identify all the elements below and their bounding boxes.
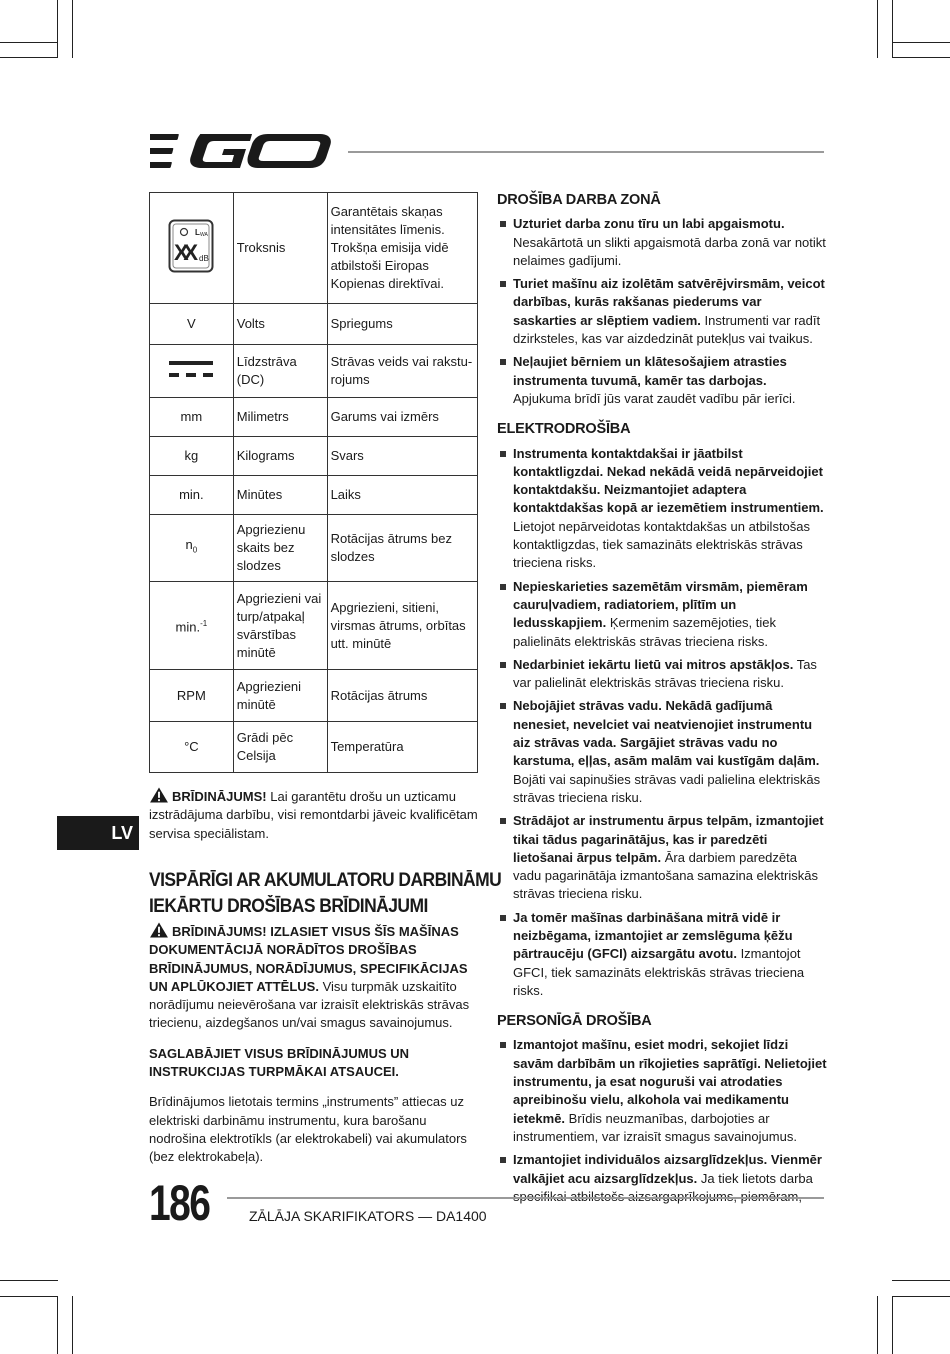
item-text: Bojāti vai sapinušies strāvas vadi palielina elektriskās strāvas trieciena risku. bbox=[513, 771, 821, 805]
crop-mark bbox=[57, 0, 58, 58]
item-text: Lietojot nepārveidotas kontaktdakšas un atbilstošas kontaktligzdas, tiek samazināts elektriskās strāvas trieciena risks. bbox=[513, 518, 811, 571]
item-text: Apjukuma brīdī jūs varat zaudēt vadību pār ierīci. bbox=[513, 390, 796, 406]
list-item bbox=[497, 353, 827, 408]
item-bold: Izmantojot mašīnu, esiet modri, sekojiet līdzi savām darbībām un rīkojieties saprātīgi. Nelietojiet instrumentu, ja esat noguruši vai atrodaties apreibinošu vielu, alkohola vai medikamentu ietekmē. bbox=[513, 1037, 827, 1126]
symbol-table bbox=[149, 192, 478, 773]
dc-symbol-cell bbox=[150, 345, 234, 398]
general-safety-section bbox=[149, 868, 502, 1167]
item-bold: Ja tomēr mašīnas darbināšana mitrā vidē ir neizbēgama, izmantojiet ar zemslēguma ķēžu pārtraucēju (GFCI) aizsargātu avotu. bbox=[513, 909, 793, 962]
list-item bbox=[497, 578, 827, 651]
no-load-speed-symbol: $n_0$ bbox=[150, 515, 234, 582]
item-bold: Turiet mašīnu aiz izolētām satvērējvirsmām, veicot darbības, kurās rakšanas piederums var saskarties ar slēptiem vadiem. bbox=[513, 276, 825, 328]
crop-mark bbox=[892, 42, 950, 43]
symbol-name: Grādi pēc Celsija bbox=[233, 722, 327, 773]
table-row bbox=[150, 437, 478, 476]
symbol-description: Laiks bbox=[327, 476, 477, 515]
symbol-name: Apgriezieni minūtē bbox=[233, 670, 327, 722]
symbol: V bbox=[150, 304, 234, 345]
warning-bold-text: IZLASIET VISUS ŠĪS MAŠĪNAS DOKUMENTĀCIJĀ NORĀDĪTOS DROŠĪBAS BRĪDINĀJUMUS, NORĀDĪJUMUS, SPECIFIKĀCIJAS UN APLŪKOJIET ATTĒLUS. bbox=[149, 924, 468, 994]
list-item bbox=[497, 215, 827, 270]
list-item bbox=[497, 275, 827, 348]
item-bold: Uzturiet darba zonu tīru un labi apgaismotu. bbox=[513, 216, 785, 232]
item-text: Tas var palielināt elektriskās strāvas trieciena risku. bbox=[513, 656, 817, 691]
tool-definition: Brīdinājumos lietotais termins „instruments” attiecas uz elektriski darbināmu instrumentu, kura barošanu nodrošina elektrotīkls (ar elektrokabeli) vai akumulators (bez elektrokabeļa). bbox=[149, 1094, 467, 1165]
symbol-name: Kilograms bbox=[233, 437, 327, 476]
table-row bbox=[150, 476, 478, 515]
work-area-section bbox=[497, 191, 827, 1211]
list-item bbox=[497, 1036, 827, 1146]
item-bold: Strādājot ar instrumentu ārpus telpām, izmantojiet tikai tādus pagarinātājus, kas ir paredzēti lietošanai ārpus telpām. bbox=[513, 813, 824, 865]
crop-mark bbox=[877, 1296, 878, 1354]
symbol: °C bbox=[150, 722, 234, 773]
item-text: Brīdis neuzmanības, darbojoties ar instrumentiem, var izraisīt smagus savainojumus. bbox=[513, 1110, 797, 1144]
svg-text:L: L bbox=[195, 227, 201, 237]
symbol-description: Apgriezieni, sitieni, virsmas ātrums, orbītas utt. minūtē bbox=[327, 582, 477, 670]
crop-mark bbox=[72, 0, 73, 58]
item-text: Ja tiek lietots darba bbox=[700, 1170, 813, 1186]
symbol-name: Volts bbox=[233, 304, 327, 345]
crop-mark bbox=[892, 1280, 950, 1281]
symbol-description: Rotācijas ātrums bbox=[327, 670, 477, 722]
list-item bbox=[497, 697, 827, 807]
item-bold: Nedarbiniet iekārtu lietū vai mitros apstākļos. bbox=[513, 656, 794, 672]
language-tab: LV bbox=[57, 816, 139, 850]
general-warning bbox=[149, 922, 479, 1033]
list-item bbox=[497, 812, 827, 903]
item-bold: Nebojājiet strāvas vadu. Nekādā gadījumā nenesiet, nevelciet vai neatvienojiet instrumentu aiz strāvas vada. Sargājiet strāvas vadu no karstuma, eļļas, asām malām vai kustīgām daļām. bbox=[513, 698, 820, 769]
svg-text:dB: dB bbox=[199, 253, 210, 263]
svg-text:XX: XX bbox=[174, 239, 199, 265]
noise-symbol-cell bbox=[150, 193, 234, 304]
crop-mark bbox=[0, 1280, 58, 1281]
symbol-description: Spriegums bbox=[327, 304, 477, 345]
section-heading: ELEKTRODROŠĪBA bbox=[497, 421, 631, 438]
per-minute-symbol: min.$^{-1}$ bbox=[150, 582, 234, 670]
symbol: mm bbox=[150, 398, 234, 437]
section-title-line2: IEKĀRTU DROŠĪBAS BRĪDINĀJUMI bbox=[149, 896, 428, 917]
item-text: Ķermenim sazemējoties, tiek palielināts elektriskās strāvas trieciena risks. bbox=[513, 615, 777, 649]
footer-title: ZĀLĀJA SKARIFIKATORS — DA1400 bbox=[249, 1208, 487, 1224]
symbol-description: Garums vai izmērs bbox=[327, 398, 477, 437]
direct-current-icon bbox=[169, 358, 213, 380]
symbol-name: Milimetrs bbox=[233, 398, 327, 437]
table-row bbox=[150, 722, 478, 773]
symbol-name: Troksnis bbox=[233, 193, 327, 304]
list-item bbox=[497, 909, 827, 1000]
symbol-description: Temperatūra bbox=[327, 722, 477, 773]
warning-text: Lai garantētu drošu un uzticamu izstrādājuma darbību, visi remontdarbi jāveic kvalificētam servisa speciālistam. bbox=[149, 789, 478, 841]
list-item bbox=[497, 656, 827, 693]
save-instructions: SAGLABĀJIET VISUS BRĪDINĀJUMUS UN INSTRUKCIJAS TURPMĀKAI ATSAUCEI. bbox=[149, 1045, 410, 1080]
list-item bbox=[497, 445, 827, 573]
warning-triangle-icon bbox=[149, 787, 169, 803]
item-bold: Neļaujiet bērniem un klātesošajiem atrasties instrumenta tuvumā, kamēr tas darbojas. bbox=[513, 354, 787, 388]
crop-mark bbox=[0, 1296, 58, 1297]
symbol-name: Līdzstrāva (DC) bbox=[233, 345, 327, 398]
item-text: Āra darbiem paredzēta vadu pagarinātāja izmantošana samazina elektriskās strāvas trieciena risku. bbox=[513, 849, 818, 902]
table-row bbox=[150, 582, 478, 670]
item-bold: Izmantojiet individuālos aizsarglīdzekļus. Vienmēr valkājiet acu aizsarglīdzekļus. bbox=[513, 1152, 822, 1186]
crop-mark bbox=[0, 57, 58, 58]
crop-mark bbox=[892, 1296, 893, 1354]
section-title-line1: VISPĀRĪGI AR AKUMULATORU DARBINĀMU bbox=[149, 870, 502, 891]
symbol-description: Svars bbox=[327, 437, 477, 476]
symbol: min. bbox=[150, 476, 234, 515]
footer-rule bbox=[227, 1197, 824, 1199]
item-text: Izmantojot GFCI, tiek samazināts elektriskās strāvas trieciena risks. bbox=[513, 946, 805, 998]
table-row bbox=[150, 670, 478, 722]
crop-mark bbox=[892, 1296, 950, 1297]
sound-power-icon bbox=[168, 219, 214, 273]
page-number: 186 bbox=[149, 1175, 210, 1231]
svg-text:WA: WA bbox=[200, 231, 209, 238]
crop-mark bbox=[892, 0, 893, 58]
table-row bbox=[150, 193, 478, 304]
warning-label: BRĪDINĀJUMS! bbox=[172, 924, 267, 939]
symbol-description: Strāvas veids vai raksturojums bbox=[327, 345, 477, 398]
table-row bbox=[150, 345, 478, 398]
repair-warning bbox=[149, 787, 479, 843]
crop-mark bbox=[72, 1296, 73, 1354]
crop-mark bbox=[57, 1296, 58, 1354]
symbol-description: Rotācijas ātrums bez slodzes bbox=[327, 515, 477, 582]
symbol-name: Minūtes bbox=[233, 476, 327, 515]
item-text: Nesakārtotā un slikti apgaismotā darba zonā var notikt nelaimes gadījumi. bbox=[513, 234, 826, 268]
ego-logo bbox=[150, 130, 332, 172]
item-bold: Nepieskarieties sazemētām virsmām, piemēram cauruļvadiem, radiatoriem, plītīm un ledusskapjiem. bbox=[513, 578, 808, 631]
table-row bbox=[150, 398, 478, 437]
item-bold: Instrumenta kontaktdakšai ir jāatbilst kontaktligzdai. Nekad nekādā veidā nepārveidojiet kontaktdakšu. Neizmantojiet adaptera kontaktdakšas kopā ar iezemētiem instrumentiem. bbox=[513, 445, 824, 516]
warning-triangle-icon bbox=[149, 922, 169, 938]
table-row bbox=[150, 515, 478, 582]
symbol: kg bbox=[150, 437, 234, 476]
crop-mark bbox=[892, 57, 950, 58]
header-rule bbox=[348, 151, 824, 153]
section-heading: DROŠĪBA DARBA ZONĀ bbox=[497, 192, 661, 208]
symbol-name: Apgriezieni vai turp/atpakaļ svārstības minūtē bbox=[233, 582, 327, 670]
warning-text: Visu turpmāk uzskaitīto norādījumu neievērošana var izraisīt elektriskās strāvas triecienu, aizdegšanos un/vai smagus savainojumus. bbox=[149, 978, 470, 1031]
crop-mark bbox=[877, 0, 878, 58]
section-heading: PERSONĪGĀ DROŠĪBA bbox=[497, 1013, 652, 1030]
table-row bbox=[150, 304, 478, 345]
warning-label: BRĪDINĀJUMS! bbox=[172, 789, 267, 804]
symbol: RPM bbox=[150, 670, 234, 722]
item-text: Instrumenti var radīt dzirksteles, kas var aizdedzināt putekļus vai tvaikus. bbox=[513, 312, 821, 347]
symbol-name: Apgriezienu skaits bez slodzes bbox=[233, 515, 327, 582]
crop-mark bbox=[0, 42, 58, 43]
symbol-description: Garantētais skaņas intensitātes līmenis. Trokšņa emisija vidē atbilstoši Eiropas Kopienas direktīvai. bbox=[327, 193, 477, 304]
